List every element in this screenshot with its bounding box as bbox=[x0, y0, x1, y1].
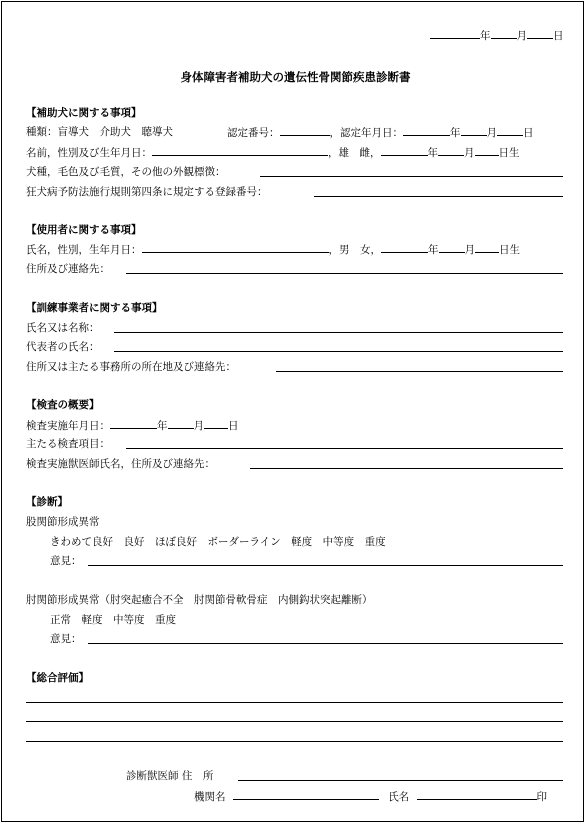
dog-birth-month-blank[interactable] bbox=[438, 145, 464, 156]
seal-label: 印 bbox=[536, 791, 548, 803]
exam-month-blank[interactable] bbox=[168, 418, 194, 429]
trainer-address-line bbox=[26, 360, 236, 374]
user-name-line bbox=[26, 242, 520, 256]
cert-day-label: 日 bbox=[523, 127, 534, 139]
dog-type-label: 種類：盲導犬 介助犬 聴導犬 bbox=[26, 126, 173, 138]
user-name-blank[interactable] bbox=[142, 242, 329, 253]
vet-address-blank[interactable] bbox=[238, 780, 563, 781]
user-birth-day-blank[interactable] bbox=[475, 242, 499, 253]
cert-no-label: 認定番号： bbox=[227, 127, 280, 139]
day-blank[interactable] bbox=[527, 28, 553, 39]
dog-name-line bbox=[26, 145, 520, 159]
rabies-line bbox=[26, 185, 268, 199]
overall-line-1[interactable] bbox=[26, 702, 563, 703]
month-blank[interactable] bbox=[491, 28, 517, 39]
trainer-rep-blank[interactable] bbox=[114, 351, 563, 352]
dog-birth-month-label: 月 bbox=[464, 147, 475, 159]
dog-sex-options: ，雄 雌， bbox=[328, 147, 381, 159]
org-blank[interactable] bbox=[233, 789, 379, 800]
vet-name-label: 氏名 bbox=[388, 791, 410, 803]
exam-day-blank[interactable] bbox=[204, 418, 228, 429]
dog-breed-line bbox=[26, 165, 226, 179]
vet-name-blank[interactable] bbox=[417, 789, 537, 800]
exam-date-label: 検査実施年月日： bbox=[26, 420, 110, 432]
user-birth-month-label: 月 bbox=[464, 244, 475, 256]
year-label: 年 bbox=[480, 30, 491, 42]
exam-month-label: 月 bbox=[193, 420, 204, 432]
user-address-line bbox=[26, 262, 110, 276]
trainer-rep-label: 代表者の氏名： bbox=[26, 341, 100, 353]
user-sex-options: ，男 女， bbox=[328, 244, 381, 256]
trainer-name-line bbox=[26, 321, 100, 335]
trainer-section-heading: 【訓練事業者に関する事項】 bbox=[26, 302, 163, 314]
dog-type-line bbox=[26, 125, 173, 139]
elbow-opinion-label: 意見： bbox=[50, 633, 82, 645]
exam-items-blank[interactable] bbox=[126, 448, 563, 449]
user-birth-year-blank[interactable] bbox=[381, 242, 428, 253]
date-line bbox=[430, 28, 564, 42]
overall-line-2[interactable] bbox=[26, 721, 563, 722]
exam-vet-blank[interactable] bbox=[250, 468, 563, 469]
user-name-label: 氏名，性別，生年月日： bbox=[26, 244, 142, 256]
org-label: 機関名 bbox=[194, 791, 226, 803]
hip-opinion-blank[interactable] bbox=[88, 565, 563, 566]
dog-name-blank[interactable] bbox=[152, 145, 328, 156]
cert-month-blank[interactable] bbox=[461, 125, 487, 136]
user-address-label: 住所及び連絡先： bbox=[26, 263, 110, 275]
elbow-options[interactable]: 正常 軽度 中等度 重度 bbox=[50, 614, 176, 626]
hip-title: 股関節形成異常 bbox=[26, 516, 100, 528]
user-birth-month-blank[interactable] bbox=[439, 242, 465, 253]
dog-birth-year-label: 年 bbox=[427, 147, 438, 159]
dog-born-label: 日生 bbox=[498, 147, 520, 159]
hip-opinion-label: 意見： bbox=[50, 555, 82, 567]
trainer-name-label: 氏名又は名称： bbox=[26, 322, 100, 334]
exam-date-line bbox=[26, 418, 239, 432]
cert-no-blank[interactable] bbox=[280, 125, 330, 136]
form-title: 身体障害者補助犬の遺伝性骨関節疾患診断書 bbox=[180, 70, 411, 84]
exam-vet-line bbox=[26, 457, 215, 471]
cert-month-label: 月 bbox=[486, 127, 497, 139]
dog-birth-day-blank[interactable] bbox=[475, 145, 499, 156]
dog-birth-year-blank[interactable] bbox=[381, 145, 428, 156]
day-label: 日 bbox=[553, 30, 564, 42]
trainer-rep-line bbox=[26, 340, 100, 354]
vet-org-line bbox=[194, 789, 547, 803]
overall-line-3[interactable] bbox=[26, 741, 563, 742]
exam-items-line bbox=[26, 437, 110, 451]
rabies-blank[interactable] bbox=[314, 196, 563, 197]
year-blank[interactable] bbox=[430, 28, 480, 39]
cert-day-blank[interactable] bbox=[497, 125, 523, 136]
overall-section-heading: 【総合評価】 bbox=[26, 672, 89, 684]
hip-options[interactable]: きわめて良好 良好 ほぼ良好 ボーダーライン 軽度 中等度 重度 bbox=[50, 536, 386, 548]
vet-address-label: 診断獣医師 住 所 bbox=[126, 770, 214, 782]
dog-name-label: 名前，性別及び生年月日： bbox=[26, 147, 152, 159]
exam-year-blank[interactable] bbox=[110, 418, 157, 429]
dog-breed-blank[interactable] bbox=[260, 176, 563, 177]
cert-line bbox=[227, 125, 534, 139]
elbow-opinion-blank[interactable] bbox=[88, 643, 563, 644]
certificate-form bbox=[1, 1, 584, 822]
user-birth-year-label: 年 bbox=[428, 244, 439, 256]
rabies-label: 狂犬病予防法施行規則第四条に規定する登録番号： bbox=[26, 186, 268, 198]
elbow-title: 肘関節形成異常（肘突起癒合不全 肘関節骨軟骨症 内側鈎状突起離断） bbox=[26, 594, 373, 606]
exam-section-heading: 【検査の概要】 bbox=[26, 399, 100, 411]
cert-year-blank[interactable] bbox=[403, 125, 450, 136]
user-section-heading: 【使用者に関する事項】 bbox=[26, 224, 142, 236]
cert-year-label: 年 bbox=[450, 127, 461, 139]
exam-vet-label: 検査実施獣医師氏名，住所及び連絡先： bbox=[26, 458, 215, 470]
exam-items-label: 主たる検査項目： bbox=[26, 438, 110, 450]
dog-breed-label: 犬種，毛色及び毛質，その他の外観標徴： bbox=[26, 166, 226, 178]
cert-date-label: ，認定年月日： bbox=[329, 127, 403, 139]
month-label: 月 bbox=[516, 30, 527, 42]
diagnosis-section-heading: 【診断】 bbox=[26, 496, 68, 508]
exam-day-label: 日 bbox=[228, 420, 239, 432]
user-born-label: 日生 bbox=[499, 244, 520, 256]
user-address-blank[interactable] bbox=[126, 273, 563, 274]
exam-year-label: 年 bbox=[157, 420, 168, 432]
trainer-address-blank[interactable] bbox=[276, 371, 563, 372]
trainer-address-label: 住所又は主たる事務所の所在地及び連絡先： bbox=[26, 361, 236, 373]
dog-section-heading: 【補助犬に関する事項】 bbox=[26, 107, 142, 119]
trainer-name-blank[interactable] bbox=[114, 332, 563, 333]
